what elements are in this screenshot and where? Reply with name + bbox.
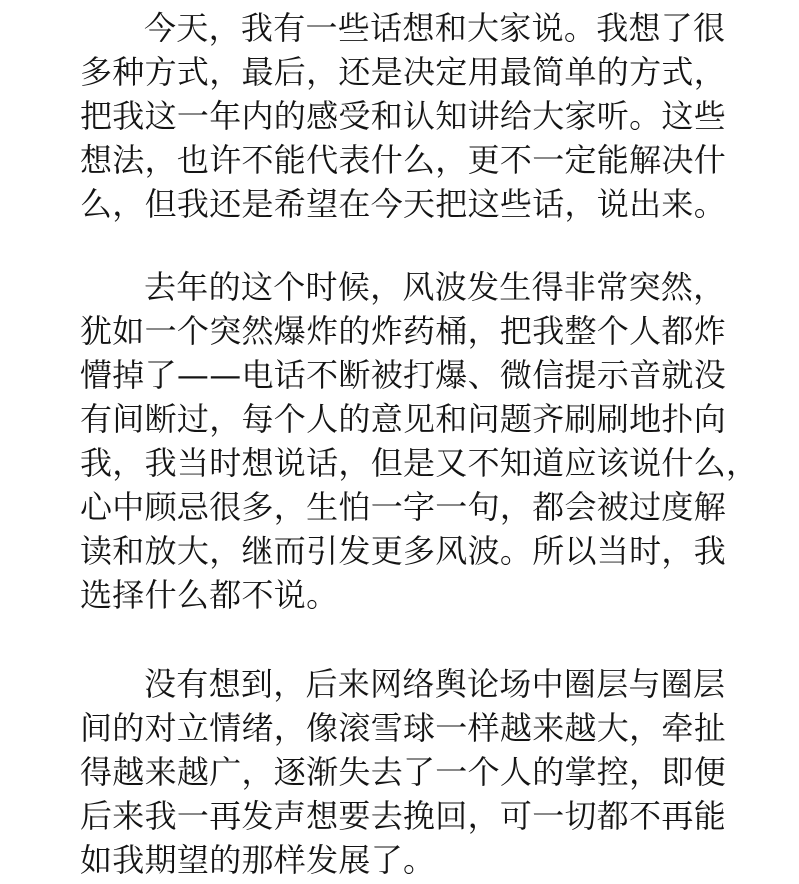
paragraph-line: 间的对立情绪，像滚雪球一样越来越大，牵扯 [80, 709, 727, 747]
paragraph-line: 把我这一年内的感受和认知讲给大家听。这些 [80, 97, 727, 135]
paragraph-line: 懵掉了——电话不断被打爆、微信提示音就没 [80, 356, 727, 394]
paragraph-line: 么，但我还是希望在今天把这些话，说出来。 [80, 185, 727, 223]
paragraph-line: 没有想到，后来网络舆论场中圈层与圈层 [144, 665, 726, 703]
paragraph-line: 犹如一个突然爆炸的炸药桶，把我整个人都炸 [80, 312, 727, 350]
paragraph-line: 得越来越广，逐渐失去了一个人的掌控，即便 [80, 753, 727, 791]
paragraph-line: 有间断过，每个人的意见和问题齐刷刷地扑向 [80, 400, 727, 438]
paragraph-line: 心中顾忌很多，生怕一字一句，都会被过度解 [80, 488, 727, 526]
paragraph-line: 去年的这个时候，风波发生得非常突然， [144, 268, 726, 306]
paragraph-3 [80, 662, 726, 882]
paragraph-line: 如我期望的那样发展了。 [80, 841, 436, 879]
paragraph-line: 选择什么都不说。 [80, 576, 339, 614]
paragraph-line: 多种方式，最后，还是决定用最简单的方式， [80, 53, 727, 91]
paragraph-line: 想法，也许不能代表什么，更不一定能解决什 [80, 141, 727, 179]
paragraph-line: 今天，我有一些话想和大家说。我想了很 [144, 9, 726, 47]
paragraph-line: 读和放大，继而引发更多风波。所以当时，我 [80, 532, 727, 570]
paragraph-2 [80, 265, 758, 617]
paragraph-line: 我，我当时想说话，但是又不知道应该说什么， [80, 444, 759, 482]
paragraph-1 [80, 6, 726, 226]
paragraph-line: 后来我一再发声想要去挽回，可一切都不再能 [80, 797, 727, 835]
